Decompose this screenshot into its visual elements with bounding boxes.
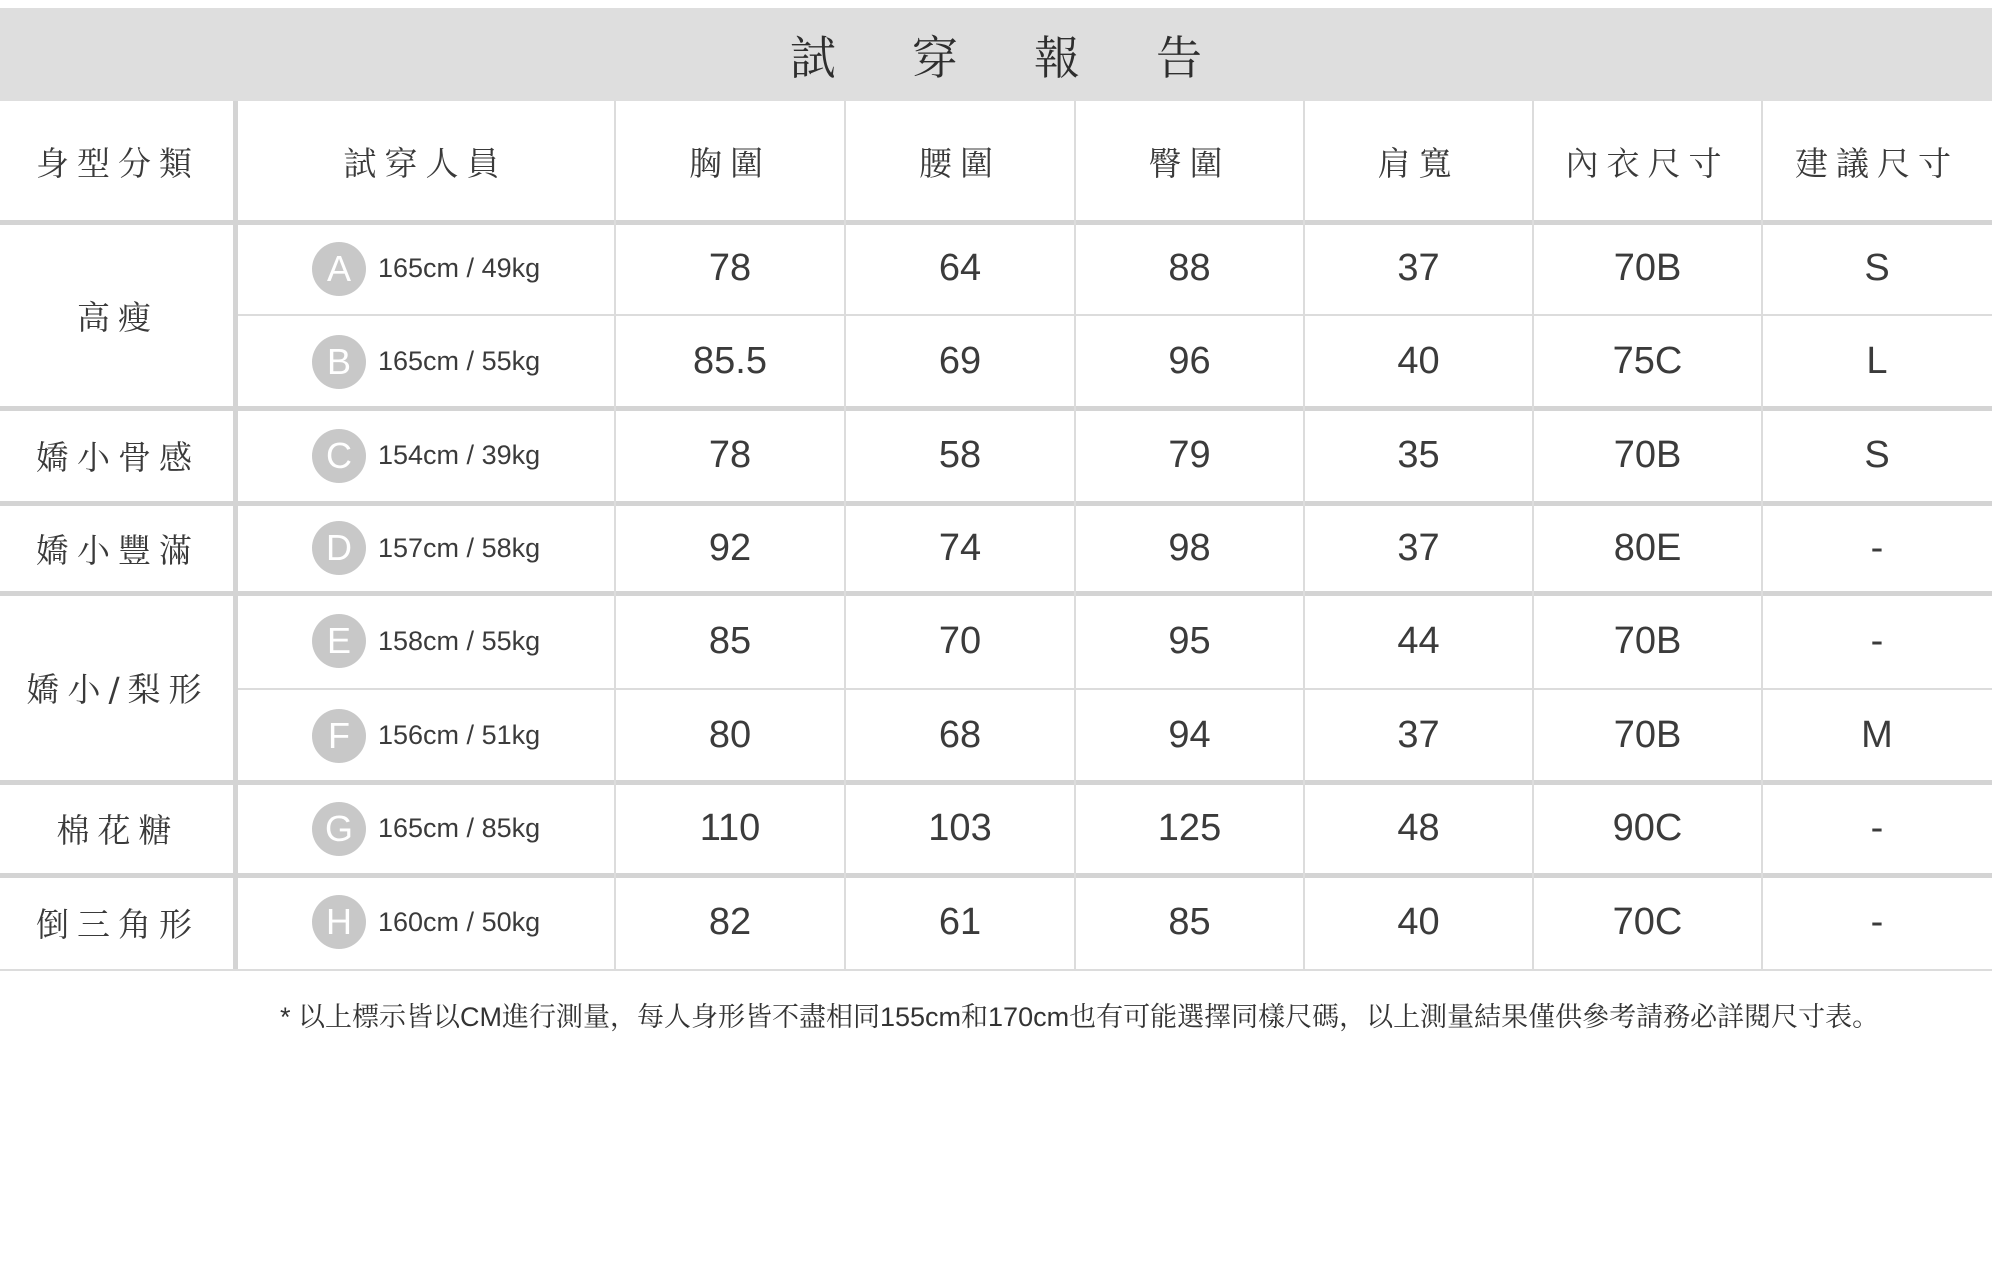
bust-cell: 80: [708, 714, 752, 756]
tester-weight: 51kg: [481, 720, 541, 750]
column-divider: [844, 101, 846, 969]
tester-cell: [0, 222, 615, 315]
tester-badge: E: [312, 614, 366, 668]
shoulder-cell: 44: [1397, 619, 1440, 662]
bust-cell: 85: [708, 619, 752, 662]
footnote: * 以上標示皆以CM進行測量，每人身形皆不盡相同155cm和170cm也有可能選擇同樣尺碼，以上測量結果僅供參考請務必詳閱尺寸表。: [280, 1002, 1880, 1032]
stats-separator: /: [459, 906, 482, 937]
tester-cell: [0, 875, 615, 969]
tester-height: 158cm: [378, 625, 460, 656]
tester-height: 156cm: [378, 720, 460, 750]
bust-cell: 78: [708, 434, 752, 476]
tester-height: 165cm: [378, 813, 460, 843]
stats-separator: /: [459, 720, 482, 750]
tester-stats: [378, 346, 540, 377]
tester-stats: [378, 533, 540, 564]
shoulder-cell: 37: [1397, 526, 1440, 569]
column-divider: [1074, 101, 1076, 969]
bust-cell: 78: [708, 247, 752, 289]
tester-weight: 49kg: [481, 253, 541, 283]
page-title: 試穿報告: [790, 30, 1278, 85]
tester-cell: [0, 315, 615, 408]
column-divider: [1761, 101, 1763, 969]
tester-stats: [378, 440, 540, 471]
tester-weight: 85kg: [481, 813, 541, 843]
stats-separator: /: [459, 532, 482, 563]
body-type-cell: 嬌小骨感: [36, 438, 200, 477]
hip-cell: 85: [1168, 900, 1211, 943]
tester-stats: [378, 907, 540, 938]
tester-height: 157cm: [378, 532, 460, 563]
tester-stats: [378, 813, 540, 844]
column-header: 試穿人員: [343, 144, 508, 183]
tester-cell: [0, 503, 615, 593]
tester-stats: [378, 720, 540, 751]
row-divider: [236, 688, 1992, 690]
group-divider: [0, 591, 1992, 596]
column-header: 臀圍: [1148, 144, 1231, 183]
hip-cell: 95: [1168, 619, 1211, 662]
bust-cell: 82: [708, 900, 752, 943]
tester-height: 154cm: [378, 440, 460, 470]
bra-size-cell: 70B: [1613, 714, 1682, 756]
column-header: 身型分類: [36, 144, 200, 183]
shoulder-cell: 37: [1397, 714, 1440, 756]
row-divider: [236, 314, 1992, 316]
tester-stats: [378, 626, 540, 657]
bra-size-cell: 70B: [1613, 434, 1682, 476]
tester-badge: A: [312, 242, 366, 296]
bra-size-cell: 90C: [1612, 807, 1683, 849]
tester-badge: G: [312, 802, 366, 856]
bra-size-cell: 80E: [1613, 526, 1682, 569]
waist-cell: 64: [938, 247, 982, 289]
waist-cell: 69: [938, 340, 982, 382]
bra-size-cell: 70C: [1612, 900, 1683, 943]
tester-cell: [0, 782, 615, 875]
suggested-size-cell: L: [1866, 340, 1888, 382]
hip-cell: 125: [1157, 807, 1222, 849]
body-type-cell: 高瘦: [77, 297, 159, 337]
tester-stats: [378, 253, 540, 284]
column-divider: [233, 101, 238, 969]
table-bottom-border: [0, 969, 1992, 971]
waist-cell: 58: [938, 434, 982, 476]
waist-cell: 103: [928, 807, 992, 849]
tester-badge: H: [312, 895, 366, 949]
tester-badge: B: [312, 335, 366, 389]
tester-weight: 58kg: [481, 532, 541, 563]
suggested-size-cell: -: [1870, 526, 1884, 569]
stats-separator: /: [459, 625, 482, 656]
stats-separator: /: [459, 253, 482, 283]
hip-cell: 79: [1168, 434, 1211, 476]
bra-size-cell: 70B: [1613, 619, 1682, 662]
stats-separator: /: [459, 813, 482, 843]
bust-cell: 85.5: [693, 340, 767, 382]
tester-badge: F: [312, 709, 366, 763]
waist-cell: 70: [938, 619, 982, 662]
suggested-size-cell: M: [1861, 714, 1893, 756]
column-divider: [1532, 101, 1534, 969]
column-header: 建議尺寸: [1795, 144, 1959, 183]
suggested-size-cell: S: [1864, 247, 1890, 289]
shoulder-cell: 48: [1397, 807, 1440, 849]
hip-cell: 98: [1168, 526, 1211, 569]
bra-size-cell: 75C: [1612, 340, 1683, 382]
shoulder-cell: 40: [1397, 340, 1440, 382]
column-divider: [614, 101, 616, 969]
hip-cell: 94: [1168, 714, 1211, 756]
suggested-size-cell: -: [1870, 807, 1884, 849]
group-divider: [0, 220, 1992, 225]
hip-cell: 88: [1168, 247, 1211, 289]
tester-cell: [0, 593, 615, 689]
shoulder-cell: 40: [1397, 900, 1440, 943]
column-header: 腰圍: [919, 144, 1001, 183]
tester-height: 165cm: [378, 253, 460, 283]
body-type-cell: 嬌小豐滿: [36, 530, 200, 570]
shoulder-cell: 35: [1397, 434, 1440, 476]
body-type-cell: 嬌小/梨形: [26, 670, 210, 709]
waist-cell: 68: [938, 714, 982, 756]
body-type-cell: 倒三角形: [36, 904, 200, 944]
tester-badge: D: [312, 521, 366, 575]
tester-weight: 50kg: [481, 906, 541, 937]
body-type-cell: 棉花糖: [56, 811, 180, 850]
stats-separator: /: [459, 346, 482, 376]
tester-weight: 55kg: [481, 625, 541, 656]
tester-weight: 55kg: [481, 346, 541, 376]
tester-weight: 39kg: [481, 440, 541, 470]
bust-cell: 110: [699, 807, 761, 849]
tester-badge: C: [312, 429, 366, 483]
bust-cell: 92: [708, 526, 752, 569]
column-header: 肩寬: [1377, 144, 1460, 183]
tester-cell: [0, 689, 615, 782]
group-divider: [0, 873, 1992, 878]
tester-height: 160cm: [378, 906, 460, 937]
bra-size-cell: 70B: [1613, 247, 1682, 289]
suggested-size-cell: S: [1864, 434, 1890, 476]
suggested-size-cell: -: [1870, 619, 1884, 662]
group-divider: [0, 780, 1992, 785]
shoulder-cell: 37: [1397, 247, 1440, 289]
column-divider: [1303, 101, 1305, 969]
title-bar: [0, 8, 1992, 101]
tester-height: 165cm: [378, 346, 460, 376]
stats-separator: /: [459, 440, 482, 470]
column-header: 胸圍: [689, 144, 771, 183]
waist-cell: 74: [938, 526, 982, 569]
tester-cell: [0, 408, 615, 503]
column-header: 內衣尺寸: [1565, 144, 1730, 183]
hip-cell: 96: [1168, 340, 1211, 382]
suggested-size-cell: -: [1870, 900, 1884, 943]
group-divider: [0, 406, 1992, 411]
waist-cell: 61: [938, 900, 982, 943]
group-divider: [0, 501, 1992, 506]
